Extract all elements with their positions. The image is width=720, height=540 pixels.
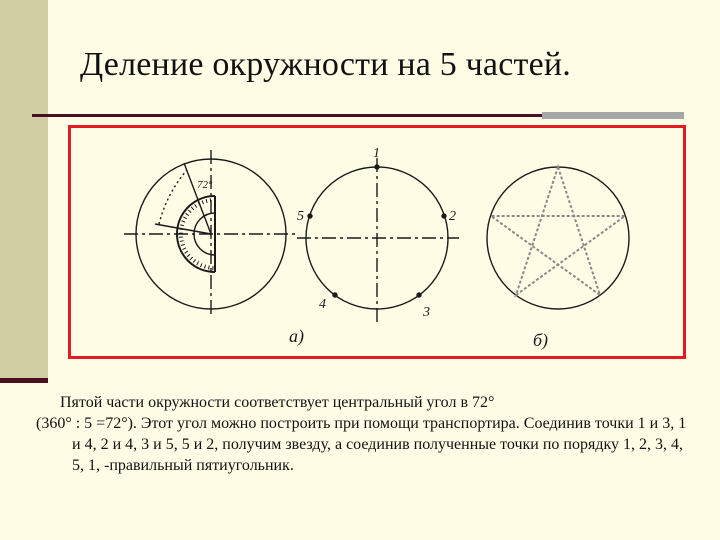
slide-title: Деление окружности на 5 частей. [80,46,571,83]
point-label-5: 5 [297,209,304,224]
protractor-angle-label: 72° [197,179,213,191]
point-label-1: 1 [373,146,380,161]
point-label-4: 4 [319,297,326,312]
pentagram-star [491,167,625,295]
body-text [36,392,696,476]
caption-b: б) [533,330,549,350]
left-accent-bar-cap [0,378,48,383]
point-label-3: 3 [423,305,430,320]
left-accent-bar [0,0,48,378]
division-point-4 [333,293,337,297]
caption-a: а) [289,326,304,346]
division-point-1 [375,165,379,169]
title-rule-dark [32,114,542,117]
protractor-construction [124,150,297,318]
division-point-3 [417,293,421,297]
circle-3 [487,167,629,309]
division-point-5 [308,214,312,218]
division-point-2 [442,214,446,218]
paragraph-1: Пятой части окружности соответствует центральный угол в 72° [60,394,495,411]
pentagram-figure [487,167,629,309]
figure-drawing [71,128,683,356]
angle-arc [159,170,187,224]
paragraph-2: (360° : 5 =72°). Этот угол можно построить при помощи транспортира. Соединив точки 1 и 3, 1 и 4, 2 и 4, 3 и 5, 5 и 2, получим звезду, а соединив полученные точки по порядку 1, 2, 3, 4, 5, 1, -правильный пятиугольник. [36,415,687,474]
title-rule-gray [542,112,684,119]
point-label-2: 2 [449,209,456,224]
figure-frame [68,125,686,359]
